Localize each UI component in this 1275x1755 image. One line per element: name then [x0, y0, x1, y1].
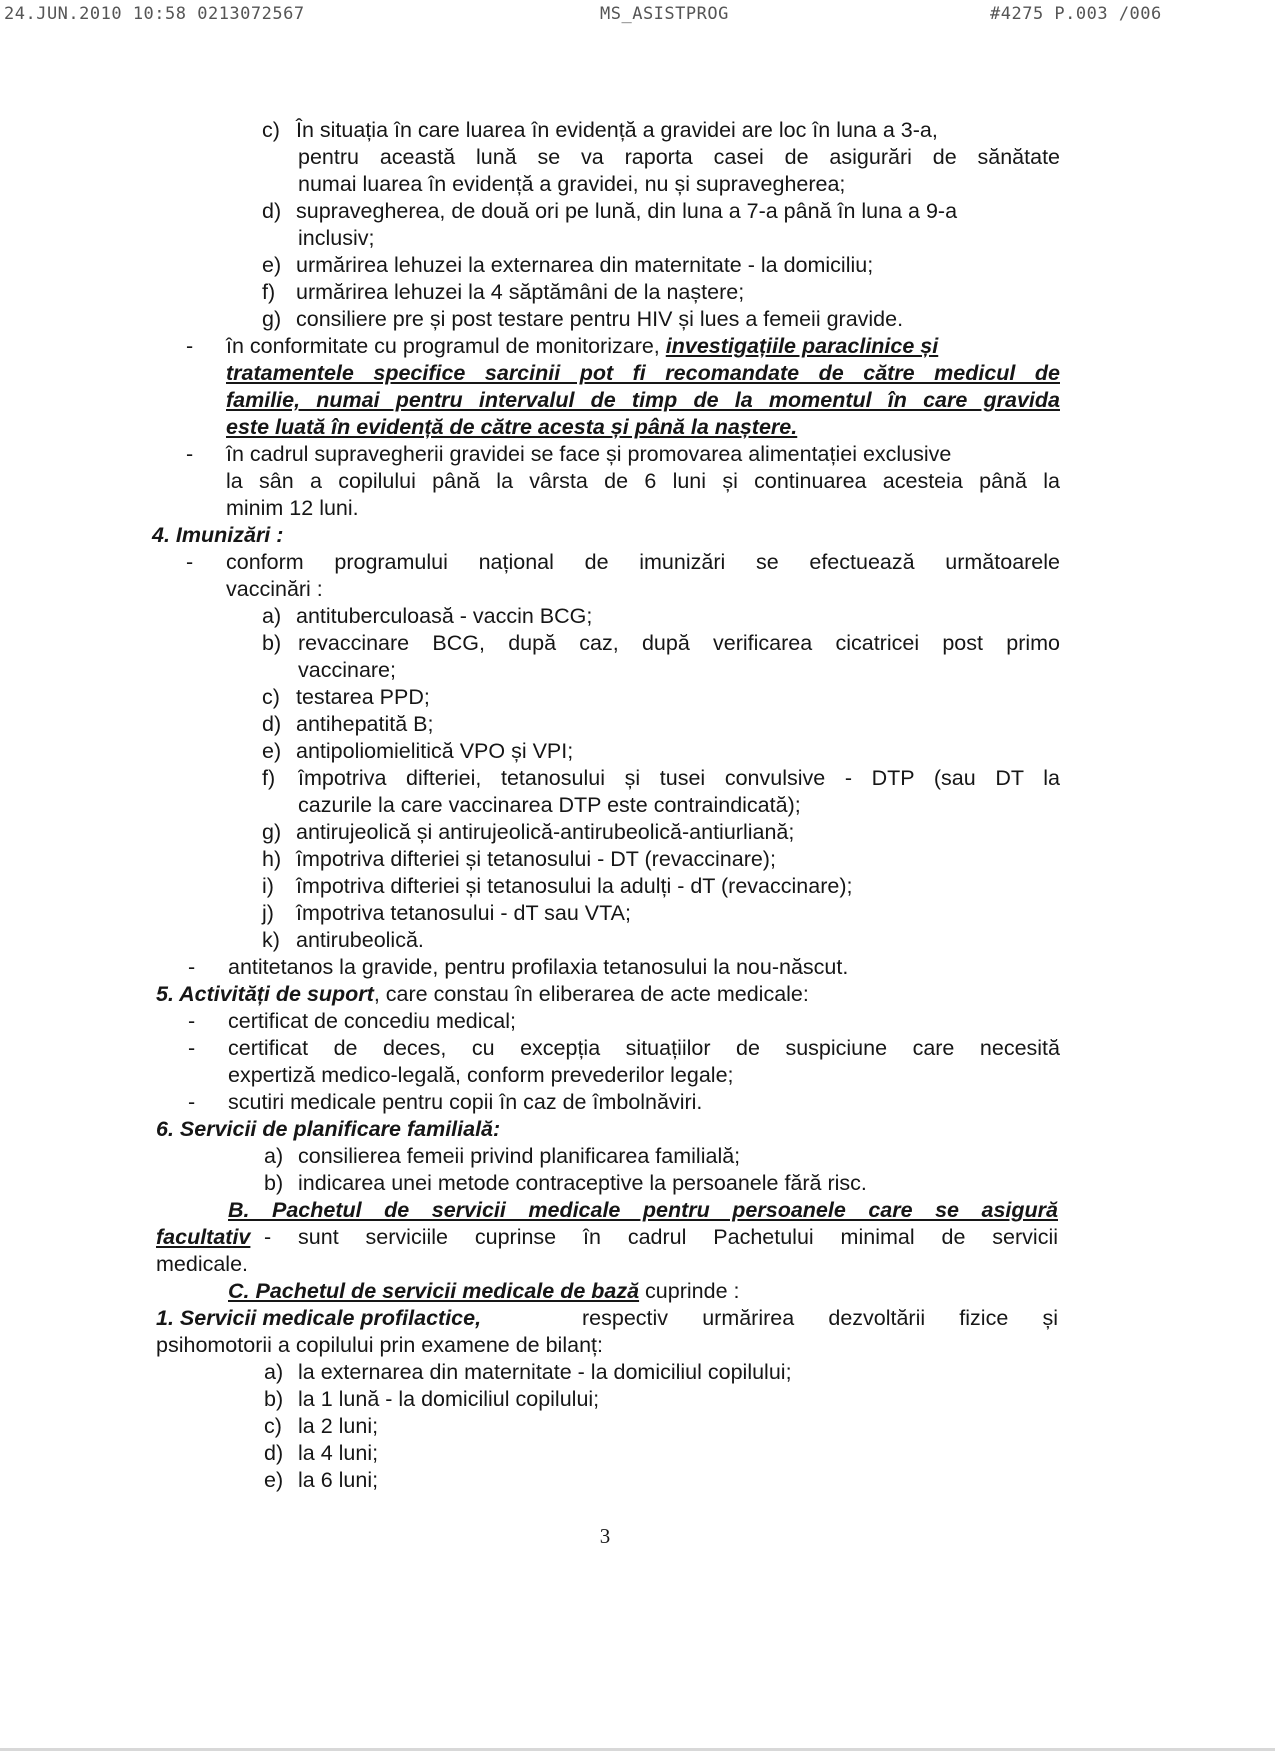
list-item	[264, 1142, 740, 1170]
list-item	[264, 1466, 378, 1494]
list-label: e)	[262, 253, 282, 277]
bullet-text: certificat de concediu medical;	[228, 1009, 517, 1033]
bullet-item	[186, 440, 951, 468]
bullet-text: în conformitate cu programul de monitorizare,	[226, 334, 666, 358]
bullet-item	[186, 548, 226, 576]
list-label: f)	[262, 280, 276, 304]
bullet-text-cont: vaccinări :	[226, 577, 323, 601]
list-label: g)	[262, 820, 282, 844]
list-item-cont: vaccinare;	[298, 658, 396, 682]
list-text: supravegherea, de două ori pe lună, din luna a 7-a până în luna a 9-a	[296, 199, 958, 223]
bullet-text: conform programului național de imunizări se efectuează următoarele	[226, 550, 1060, 574]
fax-sender: MS_ASISTPROG	[600, 4, 729, 24]
list-text: la 1 lună - la domiciliul copilului;	[298, 1387, 600, 1411]
list-text: împotriva difteriei și tetanosului - DT (revaccinare);	[296, 847, 776, 871]
list-label: k)	[262, 928, 280, 952]
list-item	[264, 1439, 378, 1467]
list-label: h)	[262, 847, 282, 871]
list-label: b)	[264, 1171, 284, 1195]
section-c-title-rest: cuprinde :	[639, 1279, 740, 1303]
list-item	[262, 629, 296, 657]
list-text: testarea PPD;	[296, 685, 430, 709]
section-b-text-cont: medicale.	[156, 1252, 249, 1276]
bullet-dash: -	[186, 334, 194, 358]
bullet-text-cont: expertiză medico-legală, conform prevederilor legale;	[228, 1063, 734, 1087]
list-text: antituberculoasă - vaccin BCG;	[296, 604, 593, 628]
list-item-cont: pentru această lună se va raporta casei de asigurări de sănătate	[298, 145, 1060, 169]
list-item	[262, 197, 957, 225]
section-b-line	[156, 1223, 250, 1251]
fax-date-time: 24.JUN.2010 10:58 0213072567	[4, 4, 305, 24]
list-text: revaccinare BCG, după caz, după verificarea cicatricei post primo	[298, 631, 1060, 655]
list-label: b)	[262, 631, 282, 655]
list-text: urmărirea lehuzei la 4 săptămâni de la naștere;	[296, 280, 745, 304]
list-label: a)	[264, 1360, 284, 1384]
list-label: c)	[262, 118, 280, 142]
list-label: d)	[262, 199, 282, 223]
section-heading: 4. Imunizări :	[152, 523, 284, 547]
section-c-title-line	[228, 1277, 739, 1305]
list-text: În situația în care luarea în evidență a gravidei are loc în luna a 3-a,	[296, 118, 938, 142]
list-text: antipoliomielitică VPO și VPI;	[296, 739, 574, 763]
list-item	[262, 818, 794, 846]
section-b-title: B. Pachetul de servicii medicale pentru persoanele care se asigură	[228, 1198, 1058, 1222]
list-text: antirujeolică și antirujeolică-antirubeolică-antiurliană;	[296, 820, 795, 844]
list-item	[264, 1169, 867, 1197]
list-text: la 4 luni;	[298, 1441, 379, 1465]
bullet-dash: -	[186, 550, 194, 574]
bullet-item	[188, 953, 848, 981]
bullet-dash: -	[188, 1090, 196, 1114]
list-text: urmărirea lehuzei la externarea din maternitate - la domiciliu;	[296, 253, 874, 277]
list-text: consilierea femeii privind planificarea familială;	[298, 1144, 741, 1168]
list-text: împotriva difteriei, tetanosului și tusei convulsive - DTP (sau DT la	[298, 766, 1060, 790]
list-label: j)	[262, 901, 274, 925]
list-text: antirubeolică.	[296, 928, 424, 952]
list-label: e)	[262, 739, 282, 763]
list-item-cont: cazurile la care vaccinarea DTP este contraindicată);	[298, 793, 801, 817]
bullet-item	[188, 1007, 516, 1035]
fax-page-ref: #4275 P.003 /006	[990, 4, 1162, 24]
bullet-text-cont: la sân a copilului până la vârsta de 6 luni și continuarea acesteia până la	[226, 469, 1060, 493]
bullet-dash: -	[186, 442, 194, 466]
list-item	[264, 1385, 599, 1413]
section-heading	[156, 980, 809, 1008]
list-label: a)	[264, 1144, 284, 1168]
bold-underlined-text: familie, numai pentru intervalul de timp de la momentul în care gravida	[226, 388, 1060, 412]
bullet-dash: -	[188, 1009, 196, 1033]
fax-header	[0, 2, 1275, 26]
bullet-dash: -	[188, 955, 196, 979]
bold-underlined-text: tratamentele specifice sarcinii pot fi recomandate de către medicul de	[226, 361, 1060, 385]
bullet-text: certificat de deces, cu excepția situațiilor de suspiciune care necesită	[228, 1036, 1060, 1060]
list-text: consiliere pre și post testare pentru HIV și lues a femeii gravide.	[296, 307, 904, 331]
list-item	[264, 1412, 378, 1440]
list-item	[262, 710, 433, 738]
list-item	[262, 899, 631, 927]
bullet-item	[188, 1034, 228, 1062]
list-label: c)	[264, 1414, 282, 1438]
section-heading-bold: 5. Activități de suport	[156, 982, 374, 1006]
list-label: d)	[264, 1441, 284, 1465]
list-item	[262, 251, 873, 279]
section-heading-rest: , care constau în eliberarea de acte medicale:	[373, 982, 809, 1006]
list-item	[262, 278, 744, 306]
list-label: g)	[262, 307, 282, 331]
section-heading: 6. Servicii de planificare familială:	[156, 1117, 501, 1141]
bullet-text: în cadrul supravegherii gravidei se face și promovarea alimentației exclusive	[226, 442, 952, 466]
list-item	[262, 845, 776, 873]
subsection-text-cont: psihomotorii a copilului prin examene de bilanț:	[156, 1333, 603, 1357]
section-b-text: - sunt serviciile cuprinse în cadrul Pachetului minimal de servicii	[264, 1225, 1058, 1249]
bullet-text: scutiri medicale pentru copii în caz de îmbolnăviri.	[228, 1090, 703, 1114]
list-label: b)	[264, 1387, 284, 1411]
list-label: f)	[262, 766, 276, 790]
list-text: împotriva difteriei și tetanosului la adulți - dT (revaccinare);	[296, 874, 853, 898]
list-item-cont: numai luarea în evidență a gravidei, nu și supravegherea;	[298, 172, 846, 196]
list-item-cont: inclusiv;	[298, 226, 375, 250]
subsection-heading-bold: 1. Servicii medicale profilactice,	[156, 1306, 482, 1330]
list-item	[262, 683, 430, 711]
list-text: la 2 luni;	[298, 1414, 379, 1438]
list-item	[262, 737, 573, 765]
list-text: la externarea din maternitate - la domiciliul copilului;	[298, 1360, 792, 1384]
list-item	[262, 305, 903, 333]
list-label: c)	[262, 685, 280, 709]
subsection-heading-rest: respectiv urmărirea dezvoltării fizice și	[582, 1306, 1058, 1330]
list-text: antihepatită B;	[296, 712, 434, 736]
list-text: la 6 luni;	[298, 1468, 379, 1492]
bullet-item	[188, 1088, 702, 1116]
bullet-text: antitetanos la gravide, pentru profilaxia tetanosului la nou-născut.	[228, 955, 849, 979]
scan-edge-line	[0, 1748, 1275, 1751]
list-item	[262, 602, 592, 630]
list-item	[262, 926, 424, 954]
list-label: e)	[264, 1468, 284, 1492]
list-item	[262, 764, 296, 792]
bullet-dash: -	[188, 1036, 196, 1060]
list-label: i)	[262, 874, 274, 898]
bold-underlined-text: este luată în evidență de către acesta și până la naștere.	[226, 415, 798, 439]
page-number: 3	[599, 1524, 611, 1548]
section-b-title-cont: facultativ	[156, 1225, 251, 1249]
bullet-text-cont: minim 12 luni.	[226, 496, 359, 520]
list-label: d)	[262, 712, 282, 736]
section-c-title: C. Pachetul de servicii medicale de bază	[228, 1279, 640, 1303]
subsection-heading	[156, 1304, 481, 1332]
bullet-item	[186, 332, 938, 360]
list-label: a)	[262, 604, 282, 628]
list-text: indicarea unei metode contraceptive la persoanele fără risc.	[298, 1171, 867, 1195]
list-item	[262, 116, 938, 144]
list-item	[262, 872, 852, 900]
list-text: împotriva tetanosului - dT sau VTA;	[296, 901, 631, 925]
bold-underlined-text: investigațiile paraclinice și	[665, 334, 939, 358]
list-item	[264, 1358, 792, 1386]
